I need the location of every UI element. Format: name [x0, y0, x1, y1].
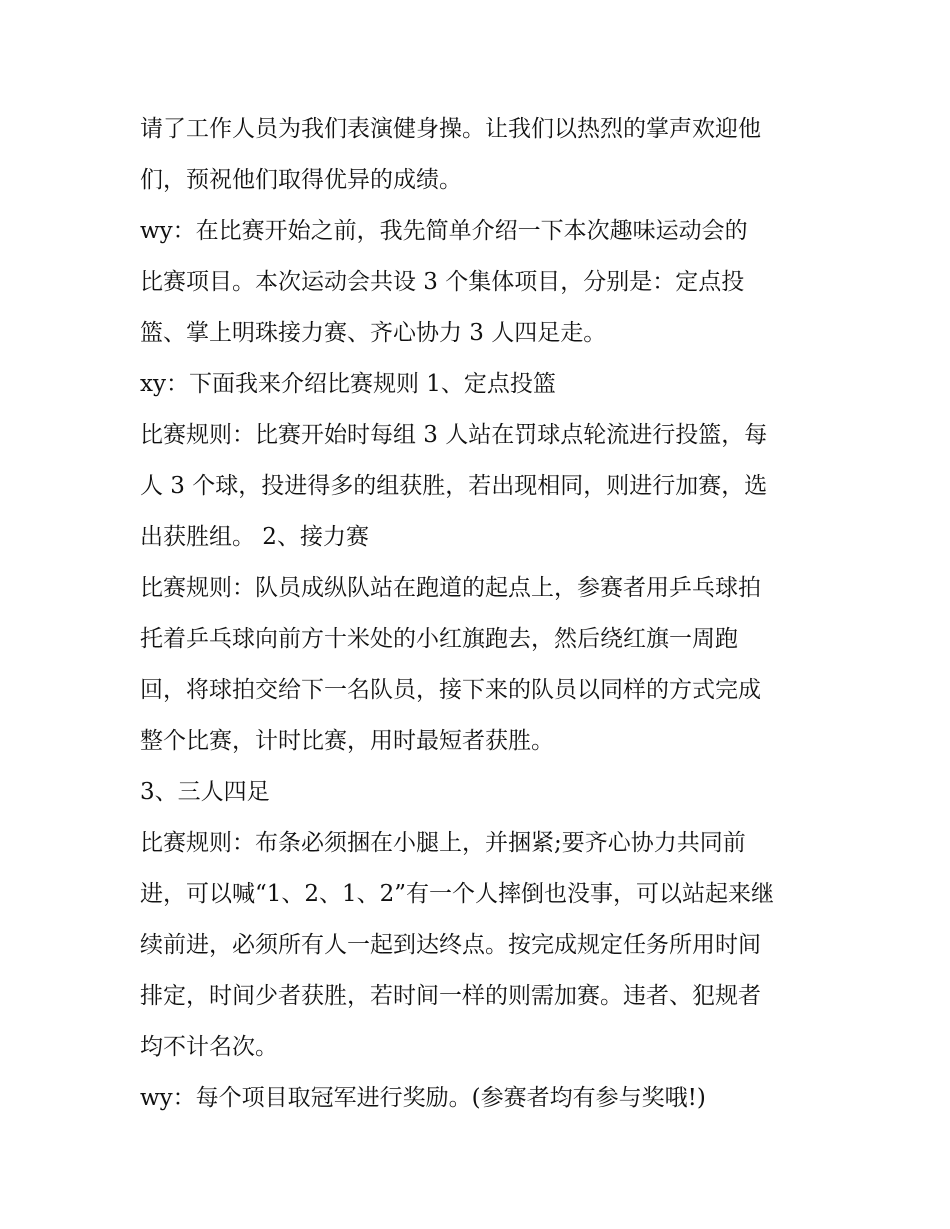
- text-line: 出获胜组。 2、接力赛: [140, 524, 369, 550]
- text-line: 排定，时间少者获胜，若时间一样的则需加赛。违者、犯规者: [140, 983, 761, 1009]
- text-line: 托着乒乓球向前方十米处的小红旗跑去，然后绕红旗一周跑: [140, 626, 738, 652]
- text-line: 进，可以喊“1、2、1、2”有一个人摔倒也没事，可以站起来继: [140, 881, 775, 907]
- text-line: 回，将球拍交给下一名队员，接下来的队员以同样的方式完成: [140, 677, 761, 703]
- text-line: wy：每个项目取冠军进行奖励。(参赛者均有参与奖哦!): [140, 1085, 706, 1111]
- text-line: wy：在比赛开始之前，我先简单介绍一下本次趣味运动会的: [140, 218, 748, 244]
- text-line: 3、三人四足: [140, 779, 270, 805]
- text-line: 人 3 个球，投进得多的组获胜，若出现相同，则进行加赛，选: [140, 473, 768, 499]
- text-line: 们，预祝他们取得优异的成绩。: [140, 167, 462, 193]
- text-line: 均不计名次。: [140, 1034, 278, 1060]
- text-line: 篮、掌上明珠接力赛、齐心协力 3 人四足走。: [140, 320, 607, 346]
- text-line: xy：下面我来介绍比赛规则 1、定点投篮: [140, 371, 556, 397]
- text-line: 比赛规则：队员成纵队站在跑道的起点上，参赛者用乒乓球拍: [140, 575, 761, 601]
- text-line: 整个比赛，计时比赛，用时最短者获胜。: [140, 728, 554, 754]
- text-line: 续前进，必须所有人一起到达终点。按完成规定任务所用时间: [140, 932, 761, 958]
- text-line: 请了工作人员为我们表演健身操。让我们以热烈的掌声欢迎他: [140, 116, 761, 142]
- document-body: [140, 104, 820, 1124]
- text-line: 比赛项目。本次运动会共设 3 个集体项目，分别是：定点投: [140, 269, 745, 295]
- text-line: 比赛规则：比赛开始时每组 3 人站在罚球点轮流进行投篮，每: [140, 422, 768, 448]
- text-line: 比赛规则：布条必须捆在小腿上，并捆紧;要齐心协力共同前: [140, 830, 746, 856]
